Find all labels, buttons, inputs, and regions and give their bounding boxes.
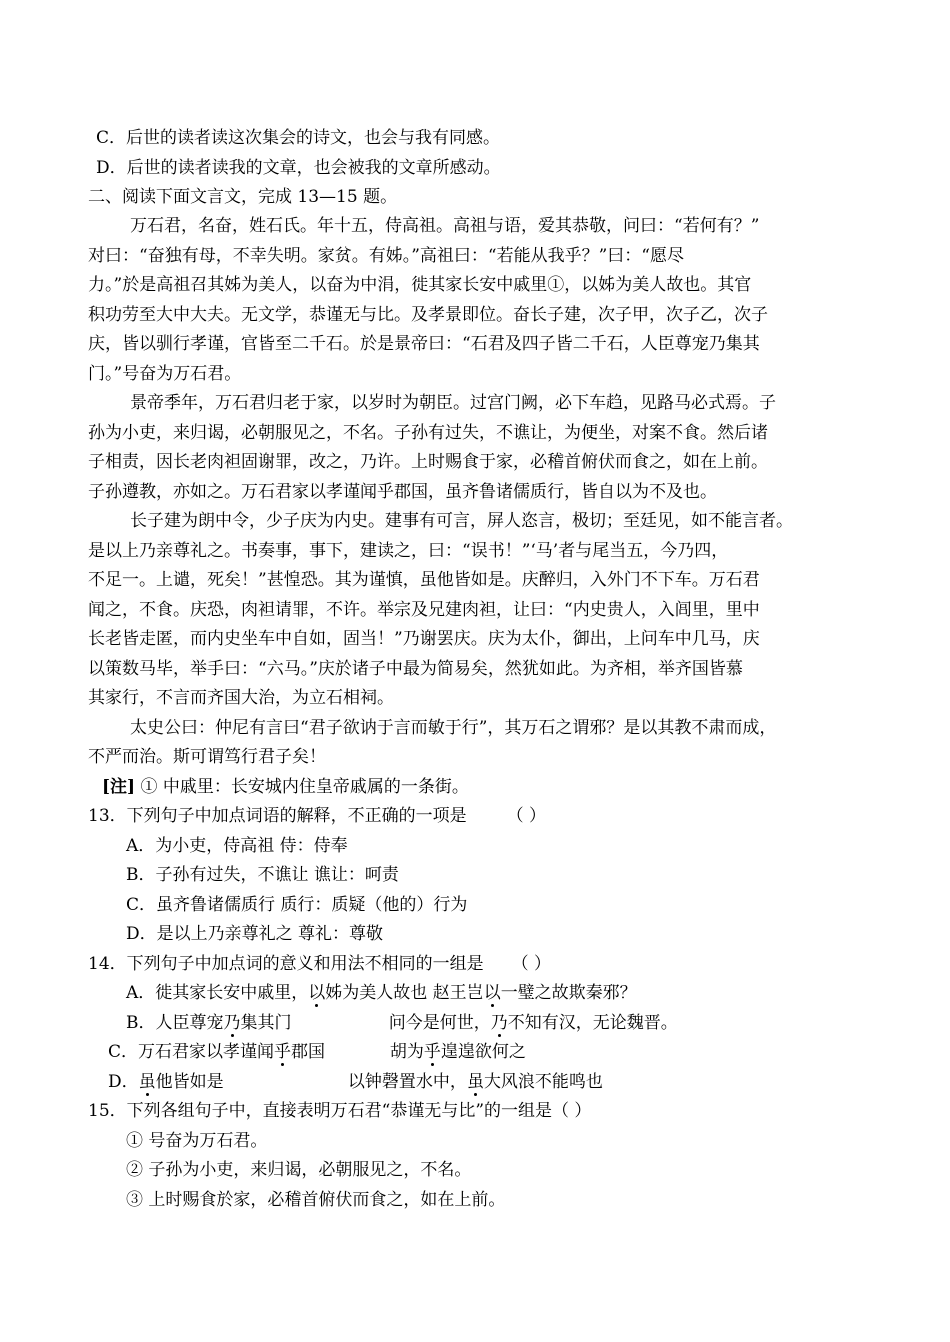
passage-line: 长老皆走匿，而内史坐车中自如，固当！”乃谢罢庆。庆为太仆，御出，上问车中几马，庆: [88, 629, 760, 649]
q14-option-a: A．徙其家长安中戚里，以姊为美人故也 赵王岂以一璧之故欺秦邪？: [126, 983, 637, 1003]
passage-line: 长子建为朗中令，少子庆为内史。建事有可言，屏人恣言，极切；至廷见，如不能言者。: [130, 511, 793, 531]
q13-option-c: C．虽齐鲁诸儒质行 质行：质疑（他的）行为: [126, 895, 468, 915]
q14-option-d: D．虽他皆如是 以钟磬置水中，虽大风浪不能鸣也: [108, 1072, 603, 1092]
question-13-stem: [88, 805, 546, 827]
passage-line: 力。”於是高祖召其姊为美人，以奋为中涓，徙其家长安中戚里①，以姊为美人故也。其官: [88, 275, 752, 295]
passage-line: 万石君，名奋，姓石氏。年十五，侍高祖。高祖与语，爱其恭敬，问曰：“若何有？”: [130, 216, 760, 236]
passage-line: 不严而治。斯可谓笃行君子矣！: [88, 747, 326, 767]
passage-line: 子孙遵教，亦如之。万石君家以孝谨闻乎郡国，虽齐鲁诸儒质行，皆自以为不及也。: [88, 482, 717, 502]
option-c-top: C．后世的读者读这次集会的诗文，也会与我有同感。: [96, 128, 501, 148]
dotted-word: 乎: [274, 1042, 292, 1062]
dotted-word: 虽: [466, 1072, 484, 1092]
passage-line: 以策数马毕，举手曰：“六马。”庆於诸子中最为简易矣，然犹如此。为齐相，举齐国皆慕: [88, 659, 743, 679]
question-14-stem: [88, 953, 551, 975]
dotted-word: 虽: [138, 1072, 156, 1092]
passage-line: 太史公曰：仲尼有言曰“君子欲讷于言而敏于行”，其万石之谓邪？是以其教不肃而成，: [130, 718, 777, 738]
passage-line: 闻之，不食。庆恐，肉袒请罪，不许。举宗及兄建肉袒，让曰：“内史贵人，入闾里，里中: [88, 600, 760, 620]
q15-item-2: ② 子孙为小吏，来归谒，必朝服见之，不名。: [126, 1160, 472, 1180]
option-d-top: D．后世的读者读我的文章，也会被我的文章所感动。: [96, 158, 501, 178]
q13-option-d: D．是以上乃亲尊礼之 尊礼：尊敬: [126, 924, 384, 944]
question-stem-text: 13．下列句子中加点词语的解释，不正确的一项是: [88, 806, 467, 826]
q13-option-a: A．为小吏，侍高祖 侍：侍奉: [126, 836, 348, 856]
dotted-word: 乃: [490, 1013, 508, 1033]
passage-line: 积功劳至大中大夫。无文学，恭谨无与比。及孝景即位。奋长子建，次子甲，次子乙，次子: [88, 305, 768, 325]
passage-line: 不足一。上谴，死矣！”甚惶恐。其为谨慎，虽他皆如是。庆醉归，入外门不下车。万石君: [88, 570, 760, 590]
dotted-word: 乎: [423, 1042, 441, 1062]
passage-line: 孙为小吏，来归谒，必朝服见之，不名。子孙有过失，不谯让，为便坐，对案不食。然后诸: [88, 423, 768, 443]
passage-line: 对曰：“奋独有母，不幸失明。家贫。有姊。”高祖曰：“若能从我乎？”曰：“愿尽: [88, 246, 684, 266]
q14-option-b: B．人臣尊宠乃集其门 问今是何世，乃不知有汉，无论魏晋。: [126, 1013, 678, 1033]
q14-option-c: C．万石君家以孝谨闻乎郡国 胡为乎遑遑欲何之: [108, 1042, 526, 1062]
q15-item-1: ① 号奋为万石君。: [126, 1131, 268, 1151]
passage-line: 庆，皆以驯行孝谨，官皆至二千石。於是景帝曰：“石君及四子皆二千石，人臣尊宠乃集其: [88, 334, 760, 354]
q15-item-3: ③ 上时赐食於家，必稽首俯伏而食之，如在上前。: [126, 1190, 506, 1210]
dotted-word: 以: [483, 983, 501, 1003]
footnote-label: [注]: [102, 777, 136, 797]
passage-line: 其家行，不言而齐国大治，为立石相祠。: [88, 688, 394, 708]
dotted-word: 以: [308, 983, 326, 1003]
passage-line: 子相责，因长老肉袒固谢罪，改之，乃许。上时赐食于家，必稽首俯伏而食之，如在上前。: [88, 452, 768, 472]
q13-option-b: B．子孙有过失，不谯让 谯让：呵责: [126, 865, 399, 885]
passage-line: 是以上乃亲尊礼之。书奏事，事下，建读之，曰：“误书！”‘马’者与尾当五，今乃四，: [88, 541, 729, 561]
answer-paren: （ ）: [511, 954, 552, 974]
passage-line: 门。”号奋为万石君。: [88, 364, 242, 384]
section-heading: 二、阅读下面文言文，完成 13—15 题。: [88, 187, 398, 207]
question-stem-text: 14．下列句子中加点词的意义和用法不相同的一组是: [88, 954, 484, 974]
footnote: [102, 776, 469, 798]
passage-line: 景帝季年，万石君归老于家，以岁时为朝臣。过宫门阙，必下车趋，见路马必式焉。子: [130, 393, 776, 413]
answer-paren: （ ）: [506, 806, 547, 826]
dotted-word: 乃: [223, 1013, 241, 1033]
footnote-text: ① 中戚里：长安城内住皇帝戚属的一条街。: [140, 777, 469, 797]
question-15-stem: 15．下列各组句子中，直接表明万石君“恭谨无与比”的一组是（ ）: [88, 1101, 592, 1121]
